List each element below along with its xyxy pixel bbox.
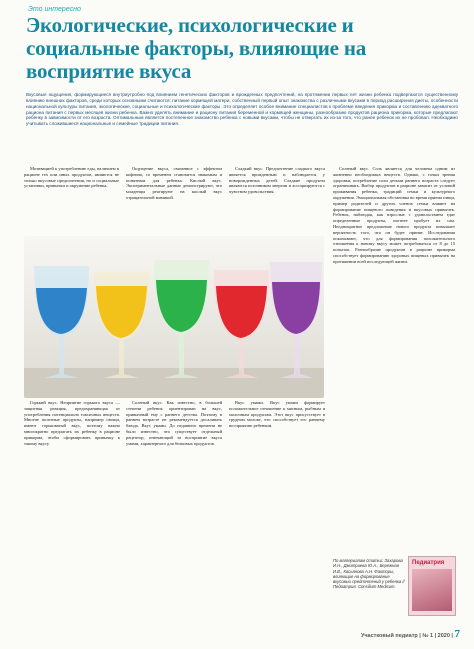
source-reference: По материалам статьи: Захарова И.Н., Дмитриева Ю.А., Бережная И.В., Касьянова А.Н. Факторы, влияющие на формирование вкусовых предпочтений у ребенка // Педиатрия. Consilium Medicum.	[333, 558, 405, 590]
drinks-illustration	[24, 236, 324, 398]
footer-issue: Участковый педиатр | № 1 | 2020 |	[360, 633, 453, 639]
journal-cover-thumbnail	[408, 556, 456, 616]
article-lead: Вкусовые ощущения, формирующиеся внутриутробно под влиянием генетических факторов и врожденных предпочтений, на протяжении первых лет жизни ребенка подвергаются существенному влиянию внешних факторов, среди которых основными считаются: питание кормящей матери, собственный первый опыт знакомства с различными вкусами в период расширения диеты, особенности национальной культуры питания, экологические, социальные и психологические факторы. Это определяет особое внимание специалистов к проблеме введения прикорма и составлению адекватного рациона питания с первых месяцев жизни ребенка. Важно уделять внимание и рациону питания беременной и кормящей женщины, разнообразию продуктов рациона прикорма, которые предлагают ребенку в зависимости от его возраста. Оптимальным является постепенное знакомство ребенка с новыми вкусами, чтобы не отвергать их из-за того, что ранее ребенок их не пробовал. Необходимо учитывать сложившиеся национальные и семейные традиции питания.	[26, 92, 458, 127]
column-3-bottom-text: Вкус умами. Вкус умами формирует положительное отношение к мясным, рыбным и молочным продуктам. Этот вкус присутствует в грудном молоке, что способствует его раннему восприятию ребенком.	[229, 400, 325, 429]
column-3-top	[229, 166, 325, 228]
column-1-top-text: Мотивацией к употреблению еды, наличием в рационе тех или иных продуктов, являются не только вкусовые предпочтения, но и социальные установки, привычки и окружение ребенка.	[24, 166, 119, 189]
column-2-top	[126, 166, 222, 228]
page-number: 7	[454, 628, 460, 640]
column-3-bottom	[229, 400, 325, 625]
colored-drinks-photo	[24, 236, 324, 398]
journal-cover-image	[412, 569, 452, 611]
column-3-top-text: Сладкий вкус. Предпочтение сладкого вкуса является врожденным и наблюдается у новорожденных детей. Сладкие продукты являются источником энергии и ассоциируются с чувством удовольствия.	[229, 166, 325, 195]
journal-cover-title: Педиатрия	[412, 560, 445, 566]
column-2-bottom	[126, 400, 222, 625]
column-1-bottom	[24, 400, 120, 625]
column-2-bottom-text: Соленый вкус. Как известно, в большей степени ребенок ориентирован на вкус, привычный ему с раннего детства. Поэтому в раннем возрасте не рекомендуется досаливать блюда. Вкус умами. До недавнего времени не было известно, что существует отдельный рецептор, отвечающий за восприятие вкуса умами, характерного для белковых продуктов.	[126, 400, 222, 446]
column-2-top-text: Ощущение вкуса, связанное с эффектом кофеина, со временем становится знакомым и понятным для ребенка. Кислый вкус. Экспериментальные данные демонстрируют, что младенцы реагируют на кислый вкус отрицательной мимикой.	[126, 166, 222, 200]
rubric-label: Это интересно	[28, 6, 81, 13]
column-1-top	[24, 166, 119, 226]
column-4	[333, 166, 455, 552]
article-title: Экологические, психологические и социальные факторы, влияющие на восприятие вкуса	[26, 13, 367, 83]
column-1-bottom-text: Горький вкус. Неприятие горького вкуса — защитная реакция, предохраняющая от употребления потенциально токсичных веществ. Многие полезные продукты, например овощи, имеют горьковатый вкус, поэтому важно многократно предлагать их ребенку в рационе прикорма, чтобы сформировать привычку к такому вкусу.	[24, 400, 120, 446]
column-4-text: Соленый вкус. Соль является для человека одним из жизненно необходимых веществ. Однако, с точки зрения здоровья, потребление соли детьми раннего возраста следует ограничивать. Выбор продуктов в рационе зависит от условий проживания ребенка, традиций семьи и культурного окружения. Эмоциональная обстановка во время приема пищи, пример родителей и других членов семьи влияют на формирование пищевого поведения и вкусовых привычек. Ребенок, наблюдая, как взрослые с удовольствием едят определенные продукты, охотнее пробует их сам. Неоднократное предложение нового продукта повышает вероятность того, что он будет принят. Исследования показывают, что для формирования положительного отношения к новому вкусу может потребоваться от 8 до 15 попыток. Разнообразие продуктов в рационе прикорма способствует формированию здоровых пищевых привычек на протяжении всей последующей жизни.	[333, 166, 455, 264]
page-footer	[290, 628, 460, 640]
